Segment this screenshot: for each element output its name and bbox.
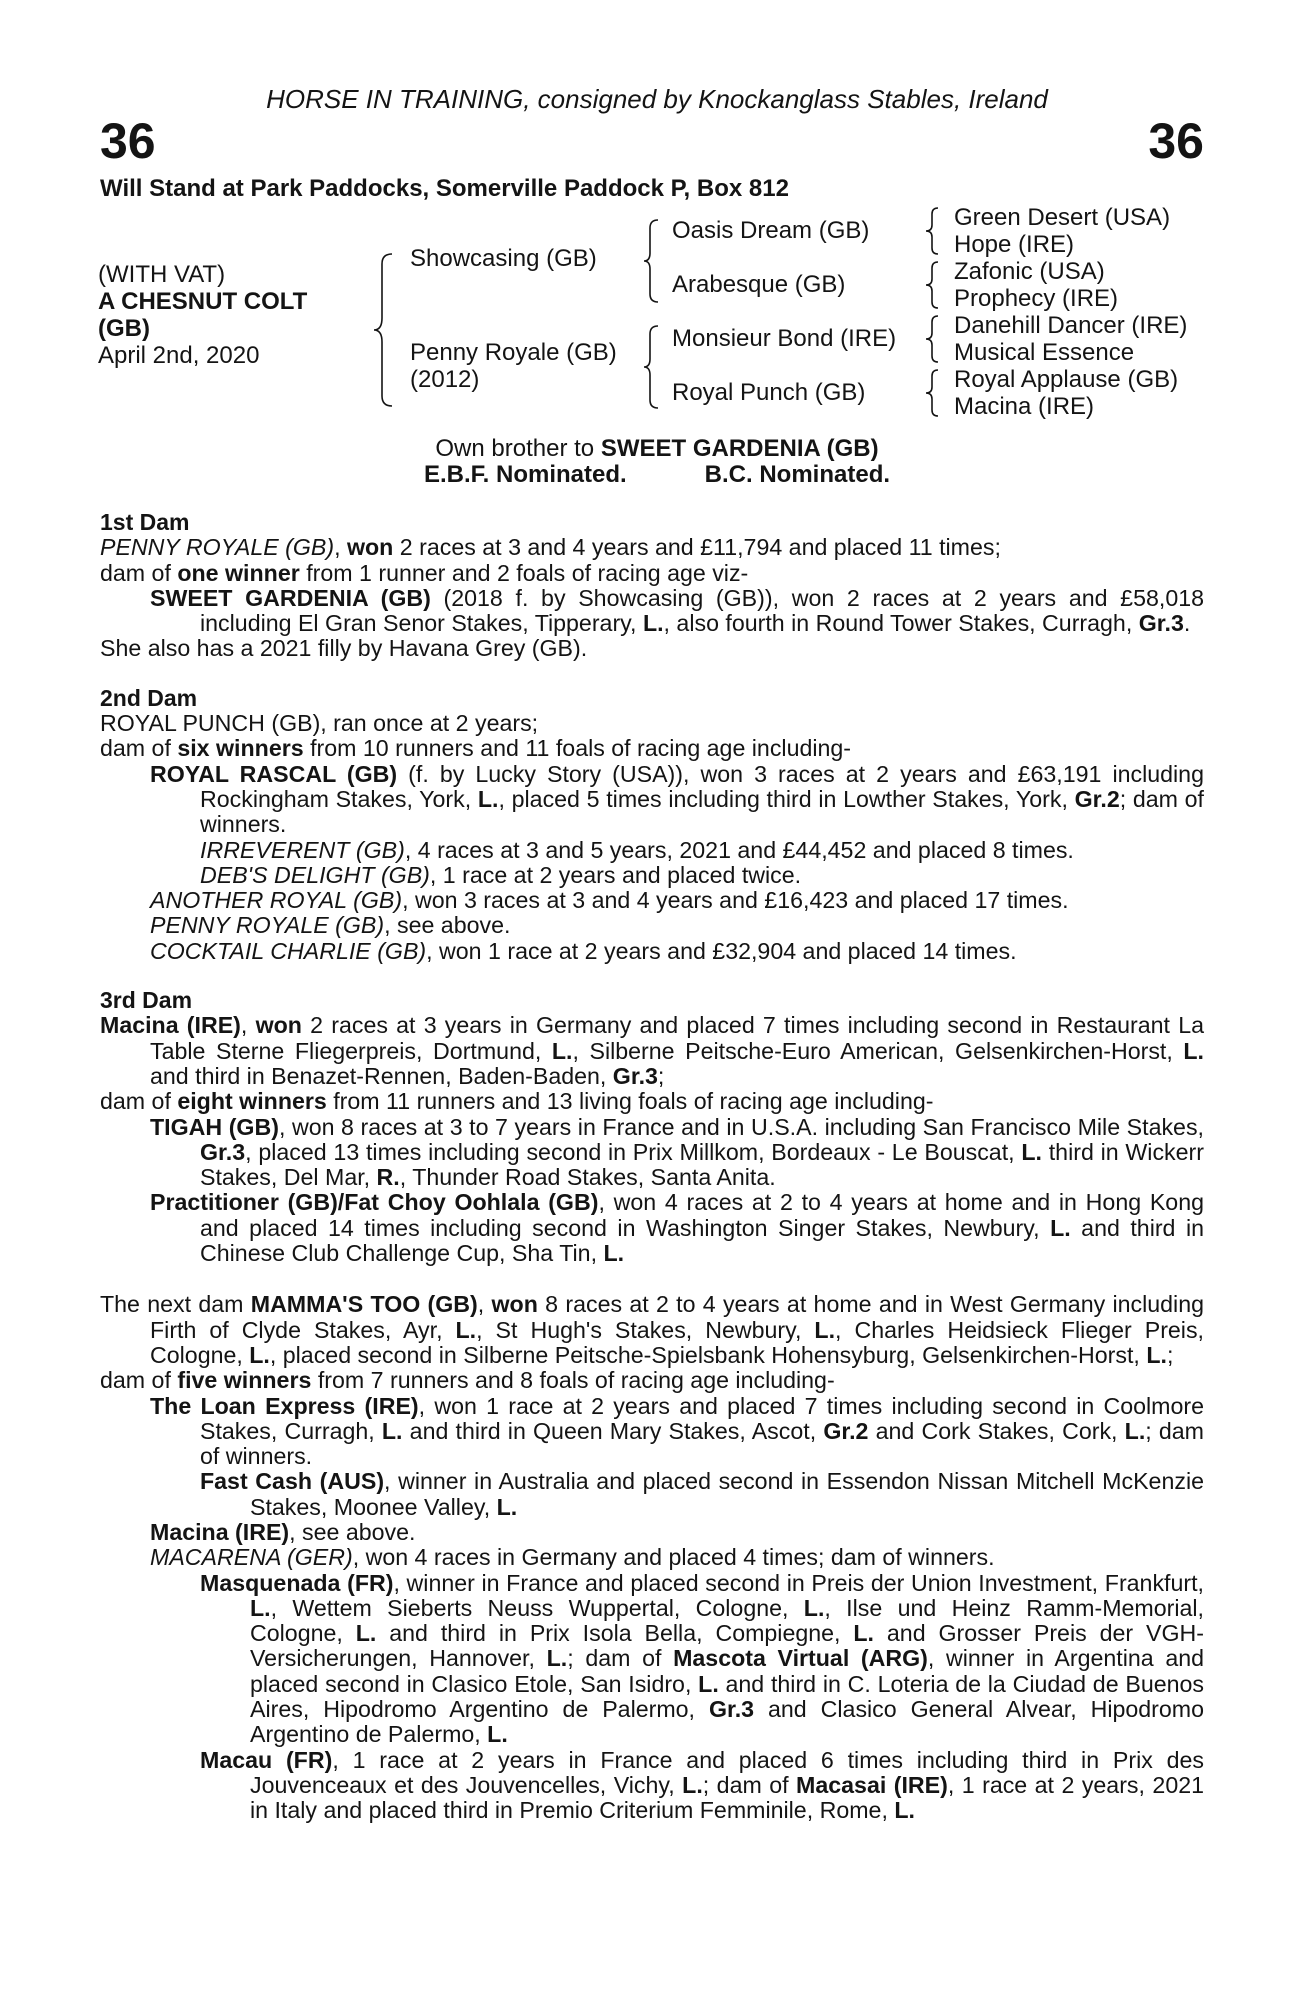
listed-mark: L. <box>250 1594 271 1621</box>
pedigree-brace-sire <box>642 216 662 306</box>
produce-text: ; dam of winners. <box>200 1417 1204 1470</box>
won-label: won <box>346 534 394 561</box>
bc-nomination: B.C. Nominated. <box>704 461 891 488</box>
produce-record <box>100 510 1204 1824</box>
produce-name: Fast Cash (AUS) <box>200 1468 385 1495</box>
listed-mark: L. <box>682 1771 703 1798</box>
produce-name: IRREVERENT (GB) <box>200 836 405 863</box>
produce-name: DEB'S DELIGHT (GB) <box>200 861 430 888</box>
listed-mark: L. <box>1146 1341 1167 1368</box>
produce-text: , also fourth in Round Tower Stakes, Curragh, <box>663 610 1139 637</box>
produce-name: PENNY ROYALE (GB) <box>150 912 385 939</box>
produce-text: , 1 race at 2 years in France and placed 6 times including third in Prix des Jouvenceaux et des Jouvencelles, Vichy, <box>250 1746 1204 1798</box>
listed-mark: L. <box>487 1721 508 1748</box>
produce-text: and Clasico General Alvear, Hipodromo Argentino de Palermo, <box>250 1696 1205 1748</box>
third-dam-name: Macina (IRE) <box>100 1012 241 1039</box>
dam-of-suffix: from 10 runners and 11 foals of racing age including- <box>303 735 852 762</box>
record-text: , Charles Heidsieck Flieger Preis, Cologne, <box>150 1316 1204 1368</box>
produce-text: , 4 races at 3 and 5 years, 2021 and £44,452 and placed 8 times. <box>404 836 1074 863</box>
second-dam-heading: 2nd Dam <box>100 684 198 711</box>
great-grandparent-2: Hope (IRE) <box>954 231 1075 258</box>
listed-mark: L. <box>803 1594 825 1621</box>
produce-macau <box>100 1748 1204 1824</box>
produce-name: Mascota Virtual (ARG) <box>673 1645 928 1672</box>
produce-masquenada <box>100 1571 1204 1748</box>
produce-text: , Ilse und Heinz Ramm-Memorial, Cologne, <box>250 1594 1204 1647</box>
produce-royal-rascal <box>100 762 1204 838</box>
third-dam-heading: 3rd Dam <box>100 987 193 1014</box>
produce-text: , Thunder Road Stakes, Santa Anita. <box>399 1164 776 1191</box>
produce-name: COCKTAIL CHARLIE (GB) <box>150 937 427 964</box>
produce-loan-express <box>100 1394 1204 1470</box>
produce-macina <box>100 1520 1204 1545</box>
produce-name: Macasai (IRE) <box>796 1771 948 1798</box>
first-dam-heading: 1st Dam <box>100 509 190 535</box>
listed-mark: L. <box>1021 1138 1042 1165</box>
lot-number-right: 36 <box>1148 113 1204 169</box>
listed-mark: L. <box>551 1037 573 1064</box>
dam-of-prefix: dam of <box>100 1088 178 1115</box>
produce-name: ANOTHER ROYAL (GB) <box>150 887 403 914</box>
winners-count: one winner <box>177 559 300 586</box>
great-grandparent-6: Musical Essence <box>954 339 1135 366</box>
dam-of-suffix: from 1 runner and 2 foals of racing age viz- <box>299 559 749 586</box>
produce-name: Masquenada (FR) <box>200 1569 394 1596</box>
produce-tigah <box>100 1115 1204 1191</box>
produce-name: MACARENA (GER) <box>150 1544 353 1571</box>
listed-mark: L. <box>455 1316 477 1343</box>
winners-count: six winners <box>177 735 304 762</box>
next-dam-record <box>100 1292 1204 1368</box>
nominations-line <box>0 462 1314 488</box>
great-grandparent-8: Macina (IRE) <box>954 393 1095 420</box>
produce-name: Practitioner (GB)/Fat Choy Oohlala (GB) <box>150 1189 599 1216</box>
listed-mark: L. <box>546 1645 568 1672</box>
produce-text: , winner in Australia and placed second in Essendon Nissan Mitchell McKenzie Stakes, Moonee Valley, <box>250 1468 1204 1520</box>
vat-label: (WITH VAT) <box>98 261 226 288</box>
produce-text: and third in Queen Mary Stakes, Ascot, <box>402 1417 824 1444</box>
dam-sire-name: Monsieur Bond (IRE) <box>672 325 897 352</box>
produce-name: Macau (FR) <box>200 1746 333 1773</box>
won-label: won <box>255 1012 302 1039</box>
group-mark: Gr.3 <box>200 1138 246 1165</box>
group-mark: Gr.2 <box>823 1417 869 1444</box>
listed-mark: L. <box>814 1316 836 1343</box>
ebf-nomination: E.B.F. Nominated. <box>423 461 627 488</box>
separator: , <box>477 1291 492 1318</box>
dam-of-prefix: dam of <box>100 1367 178 1394</box>
produce-text: , winner in Argentina and placed second in Clasico Etole, San Isidro, <box>250 1645 1205 1697</box>
produce-cocktail-charlie <box>100 939 1204 964</box>
group-mark: Gr.3 <box>708 1696 755 1723</box>
won-label: won <box>491 1291 538 1318</box>
pedigree-brace-gg3 <box>924 312 942 366</box>
produce-name: TIGAH (GB) <box>150 1113 279 1140</box>
produce-text: and Cork Stakes, Cork, <box>868 1417 1125 1444</box>
consignor-heading: HORSE IN TRAINING, consigned by Knockanglass Stables, Ireland <box>266 84 1048 114</box>
produce-name: SWEET GARDENIA (GB) <box>150 584 431 611</box>
produce-text: third in Wickerr Stakes, Del Mar, <box>200 1138 1204 1191</box>
pedigree-brace-dam <box>642 322 662 412</box>
produce-text: and third in C. Loteria de la Ciudad de Buenos Aires, Hipodromo Argentino de Palermo, <box>250 1670 1204 1723</box>
record-text: 8 races at 2 to 4 years at home and in West Germany including Firth of Clyde Stakes, Ayr, <box>150 1291 1205 1343</box>
great-grandparent-3: Zafonic (USA) <box>954 258 1105 285</box>
pedigree-brace-gg4 <box>924 366 942 420</box>
record-text: ; <box>1166 1341 1174 1368</box>
produce-text: , placed 13 times including second in Prix Millkom, Bordeaux - Le Bouscat, <box>245 1138 1022 1165</box>
listed-mark: L. <box>853 1620 874 1647</box>
sire-sire-name: Oasis Dream (GB) <box>672 217 870 244</box>
listed-mark: L. <box>1050 1214 1071 1241</box>
group-mark: Gr.2 <box>1074 785 1120 812</box>
produce-macarena <box>100 1545 1204 1570</box>
produce-sweet-gardenia <box>100 586 1204 637</box>
produce-practitioner <box>100 1190 1204 1266</box>
next-dam-prefix: The next dam <box>100 1291 251 1318</box>
produce-text: , won 1 race at 2 years and £32,904 and placed 14 times. <box>426 937 1017 964</box>
own-brother-prefix: Own brother to <box>435 435 601 462</box>
restricted-mark: R. <box>376 1164 400 1191</box>
produce-text: ; dam of winners. <box>200 785 1204 838</box>
dam-name: Penny Royale (GB) <box>410 339 617 366</box>
first-dam-produce-summary <box>100 561 1204 586</box>
record-text: ; <box>657 1062 665 1089</box>
produce-text: and Grosser Preis der VGH-Versicherungen, Hannover, <box>250 1620 1204 1672</box>
record-text: 2 races at 3 years in Germany and placed 7 times including second in Restaurant La Table Sterne Fliegerpreis, Dortmund, <box>150 1012 1204 1064</box>
first-dam-also: She also has a 2021 filly by Havana Grey (GB). <box>100 635 588 662</box>
produce-another-royal <box>100 888 1204 913</box>
winners-count: five winners <box>177 1367 312 1394</box>
great-grandparent-5: Danehill Dancer (IRE) <box>954 312 1188 339</box>
listed-mark: L. <box>355 1620 377 1647</box>
produce-debs-delight <box>100 863 1204 888</box>
sire-dam-name: Arabesque (GB) <box>672 271 846 298</box>
produce-text: , won 4 races in Germany and placed 4 times; dam of winners. <box>352 1544 995 1571</box>
produce-name: ROYAL RASCAL (GB) <box>150 760 398 787</box>
listed-mark: L. <box>894 1797 915 1824</box>
produce-text: (f. by Lucky Story (USA)), won 3 races at 2 years and £63,191 including Rockingham Stakes, York, <box>200 760 1204 812</box>
produce-penny-royale <box>100 913 1204 938</box>
produce-text: , winner in France and placed second in Preis der Union Investment, Frankfurt, <box>393 1569 1204 1596</box>
record-text: , placed second in Silberne Peitsche-Spielsbank Hohensyburg, Gelsenkirchen-Horst, <box>269 1341 1147 1368</box>
produce-fast-cash <box>100 1469 1204 1520</box>
first-dam-record: PENNY ROYALE (GB), won 2 races at 3 and 4 years and £11,794 and placed 11 times; <box>100 534 1001 561</box>
stand-location: Will Stand at Park Paddocks, Somerville Paddock P, Box 812 <box>100 175 789 202</box>
third-dam-produce-summary <box>100 1089 1204 1114</box>
dam-dam-name: Royal Punch (GB) <box>672 379 866 406</box>
produce-text: (2018 f. by Showcasing (GB)), won 2 races at 2 years and £58,018 including El Gran Senor Stakes, Tipperary, <box>200 584 1205 637</box>
produce-text: , see above. <box>289 1518 416 1545</box>
horse-origin: (GB) <box>98 315 150 342</box>
first-dam-name: PENNY ROYALE (GB) <box>100 534 335 561</box>
produce-text: , 1 race at 2 years and placed twice. <box>429 861 802 888</box>
pedigree-brace-main <box>372 250 398 410</box>
record-text: and third in Benazet-Rennen, Baden-Baden, <box>150 1062 613 1089</box>
separator: , <box>240 1012 256 1039</box>
record-text: , Silberne Peitsche-Euro American, Gelsenkirchen-Horst, <box>572 1037 1184 1064</box>
dam-of-prefix: dam of <box>100 559 178 586</box>
listed-mark: L. <box>496 1493 518 1520</box>
first-dam-race-record: 2 races at 3 and 4 years and £11,794 and placed 11 times; <box>393 534 1001 561</box>
produce-text: ; dam of <box>702 1771 797 1798</box>
dam-year: (2012) <box>410 366 480 393</box>
dam-of-suffix: from 7 runners and 8 foals of racing age including- <box>311 1367 835 1394</box>
second-dam-produce-summary <box>100 736 1204 761</box>
listed-mark: L. <box>1183 1037 1204 1064</box>
third-dam-record <box>100 1013 1204 1089</box>
produce-text: , Wettem Sieberts Neuss Wuppertal, Cologne, <box>270 1594 804 1621</box>
sire-name: Showcasing (GB) <box>410 245 597 272</box>
great-grandparent-1: Green Desert (USA) <box>954 204 1171 231</box>
produce-text: . <box>1183 610 1191 637</box>
pedigree-brace-gg2 <box>924 258 942 312</box>
group-mark: Gr.3 <box>1138 610 1184 637</box>
produce-text: , won 1 race at 2 years and placed 7 times including second in Coolmore Stakes, Curragh, <box>200 1392 1205 1444</box>
own-brother-note <box>0 436 1314 462</box>
record-text: , St Hugh's Stakes, Newbury, <box>476 1316 815 1343</box>
second-dam-intro: ROYAL PUNCH (GB), ran once at 2 years; <box>100 710 539 737</box>
listed-mark: L. <box>603 1240 625 1267</box>
pedigree-brace-gg1 <box>924 204 942 258</box>
dam-of-prefix: dam of <box>100 735 178 762</box>
produce-name: Macina (IRE) <box>150 1518 290 1545</box>
own-brother-name: SWEET GARDENIA (GB) <box>600 435 879 462</box>
horse-description: A CHESNUT COLT <box>98 288 308 315</box>
next-dam-produce-summary <box>100 1368 1204 1393</box>
listed-mark: L. <box>1124 1417 1146 1444</box>
produce-text: and third in Chinese Club Challenge Cup, Sha Tin, <box>200 1214 1204 1267</box>
group-mark: Gr.3 <box>612 1062 658 1089</box>
produce-text: ; dam of <box>567 1645 674 1672</box>
dam-of-suffix: from 11 runners and 13 living foals of racing age including- <box>326 1088 934 1115</box>
next-dam-name: MAMMA'S TOO (GB) <box>250 1291 478 1318</box>
produce-text: , won 3 races at 3 and 4 years and £16,423 and placed 17 times. <box>402 887 1069 914</box>
great-grandparent-4: Prophecy (IRE) <box>954 285 1119 312</box>
produce-irreverent <box>100 838 1204 863</box>
produce-text: , won 8 races at 3 to 7 years in France and in U.S.A. including San Francisco Mile Stakes, <box>278 1113 1204 1140</box>
produce-text: , placed 5 times including third in Lowther Stakes, York, <box>498 785 1075 812</box>
listed-mark: L. <box>381 1417 403 1444</box>
produce-name: The Loan Express (IRE) <box>150 1392 419 1419</box>
listed-mark: L. <box>477 785 499 812</box>
listed-mark: L. <box>249 1341 270 1368</box>
listed-mark: L. <box>642 610 664 637</box>
produce-text: , 1 race at 2 years, 2021 in Italy and placed third in Premio Criterium Femminile, Rome, <box>250 1771 1205 1824</box>
produce-text: , won 4 races at 2 to 4 years at home and in Hong Kong and placed 14 times including second in Washington Singer Stakes, Newbury, <box>200 1189 1204 1241</box>
produce-text: and third in Prix Isola Bella, Compiegne, <box>376 1620 854 1647</box>
great-grandparent-7: Royal Applause (GB) <box>954 366 1179 393</box>
winners-count: eight winners <box>177 1088 327 1115</box>
listed-mark: L. <box>698 1670 719 1697</box>
produce-text: , see above. <box>384 912 511 939</box>
lot-number-left: 36 <box>100 113 156 169</box>
foaling-date: April 2nd, 2020 <box>98 342 260 369</box>
